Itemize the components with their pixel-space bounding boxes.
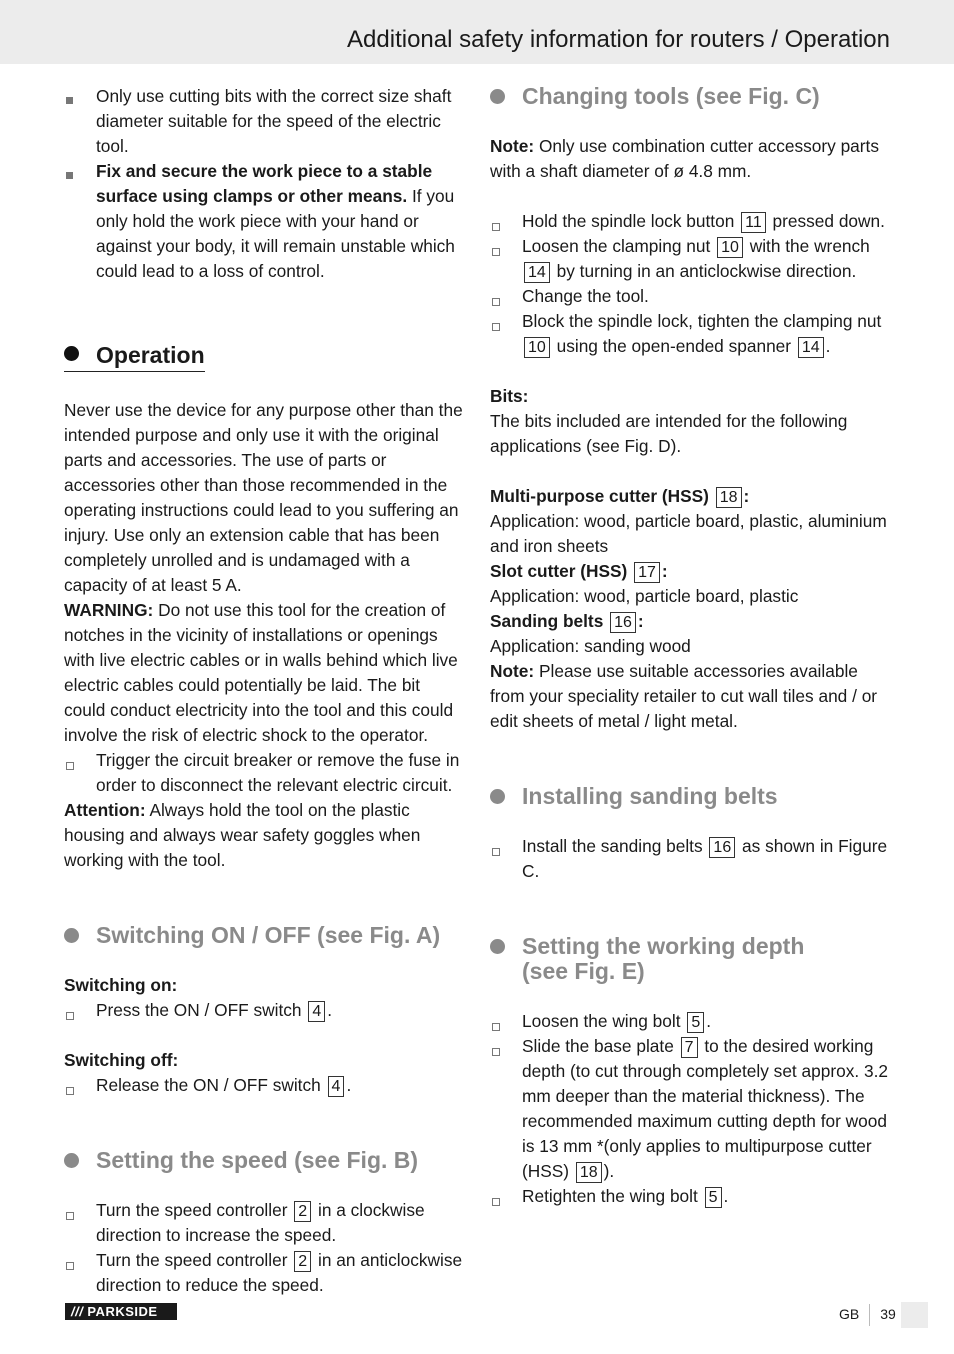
section-heading-depth: Setting the working depth (see Fig. E): [490, 934, 892, 984]
warning-paragraph: WARNING: Do not use this tool for the creation of notches in the vicinity of installations or openings with live electric cables or in walls behind which live electric cables could potentially be laid. The bit could conduct electricity into the tool and this could involve the risk of electric shock to the operator.: [64, 600, 458, 745]
bullet-dot-icon: [64, 928, 79, 943]
bullet-dot-icon: [490, 789, 505, 804]
part-number: 5: [687, 1012, 704, 1033]
list-item: Trigger the circuit breaker or remove the fuse in order to disconnect the relevant electric circuit.: [64, 748, 466, 798]
list-item: Loosen the wing bolt 5 .: [490, 1009, 892, 1034]
checkbox-bullet-icon: [492, 1048, 500, 1056]
bullet-dot-icon: [490, 939, 505, 954]
list-item: Retighten the wing bolt 5 .: [490, 1184, 892, 1209]
list-item: Fix and secure the work piece to a stable surface using clamps or other means. If you only hold the work piece with your hand or against your body, it will remain unstable which could lead to a loss of control.: [64, 159, 466, 284]
slot-cutter-text: Application: wood, particle board, plastic: [490, 586, 799, 606]
multi-cutter-label: Multi-purpose cutter (HSS) 18 :: [490, 486, 750, 506]
section-heading-sanding: Installing sanding belts: [490, 784, 892, 809]
checkbox-bullet-icon: [492, 248, 500, 256]
list-item: Turn the speed controller 2 in an anticlockwise direction to reduce the speed.: [64, 1248, 466, 1298]
part-number: 10: [717, 237, 743, 258]
part-number: 18: [716, 487, 742, 508]
checkbox-bullet-icon: [492, 223, 500, 231]
switching-on-label: Switching on:: [64, 975, 178, 995]
brand-logo: /// PARKSIDE: [65, 1303, 177, 1320]
square-bullet-icon: [66, 172, 73, 179]
checkbox-bullet-icon: [492, 1198, 500, 1206]
checkbox-bullet-icon: [66, 1212, 74, 1220]
page-footer: [839, 1302, 896, 1326]
list-item: Only use cutting bits with the correct size shaft diameter suitable for the speed of the electric tool.: [64, 84, 466, 159]
part-number: 10: [524, 337, 550, 358]
page-title: Additional safety information for routers / Operation: [347, 26, 890, 53]
right-column: [490, 84, 892, 1209]
part-number: 11: [741, 212, 766, 233]
checkbox-bullet-icon: [66, 1262, 74, 1270]
list-item: Turn the speed controller 2 in a clockwise direction to increase the speed.: [64, 1198, 466, 1248]
part-number: 14: [524, 262, 550, 283]
multi-cutter-text: Application: wood, particle board, plastic, aluminium and iron sheets: [490, 511, 887, 556]
bits-label: Bits:: [490, 386, 529, 406]
part-number: 17: [634, 562, 660, 583]
part-number: 2: [294, 1251, 311, 1272]
tools-note: Note: Only use combination cutter accessory parts with a shaft diameter of ø 4.8 mm.: [490, 136, 879, 181]
section-heading-switching: Switching ON / OFF (see Fig. A): [64, 923, 466, 948]
checkbox-bullet-icon: [66, 1087, 74, 1095]
list-item: Install the sanding belts 16 as shown in Figure C.: [490, 834, 892, 884]
list-item: Loosen the clamping nut 10 with the wrench 14 by turning in an anticlockwise direction.: [490, 234, 892, 284]
section-heading-tools: Changing tools (see Fig. C): [490, 84, 892, 109]
part-number: 7: [681, 1037, 698, 1058]
section-heading-operation: Operation: [64, 341, 205, 372]
part-number: 4: [328, 1076, 345, 1097]
part-number: 14: [798, 337, 824, 358]
list-item: Change the tool.: [490, 284, 892, 309]
bullet-dot-icon: [490, 89, 505, 104]
checkbox-bullet-icon: [66, 1012, 74, 1020]
part-number: 5: [705, 1187, 722, 1208]
sanding-belts-text: Application: sanding wood: [490, 636, 691, 656]
bits-note: Note: Please use suitable accessories available from your speciality retailer to cut wall tiles and / or edit sheets of metal / light metal.: [490, 661, 878, 731]
part-number: 16: [610, 612, 636, 633]
footer-tab: [901, 1302, 928, 1328]
slot-cutter-label: Slot cutter (HSS) 17 :: [490, 561, 668, 581]
footer-divider: [869, 1304, 870, 1326]
section-heading-speed: Setting the speed (see Fig. B): [64, 1148, 466, 1173]
bullet-dot-icon: [64, 1153, 79, 1168]
part-number: 2: [294, 1201, 311, 1222]
sanding-belts-label: Sanding belts 16 :: [490, 611, 644, 631]
list-item: Slide the base plate 7 to the desired working depth (to cut through completely set approx. 3.2 mm deeper than the material thickness). The recommended maximum cutting depth for wood is 13 mm *(only applies to multipurpose cutter (HSS) 18 ).: [490, 1034, 892, 1184]
list-item: Block the spindle lock, tighten the clamping nut 10 using the open-ended spanner 14 .: [490, 309, 892, 359]
list-item: Release the ON / OFF switch 4 .: [64, 1073, 466, 1098]
list-item: Hold the spindle lock button 11 pressed down.: [490, 209, 892, 234]
attention-paragraph: Attention: Always hold the tool on the plastic housing and always wear safety goggles when working with the tool.: [64, 800, 421, 870]
checkbox-bullet-icon: [492, 1023, 500, 1031]
part-number: 16: [709, 837, 735, 858]
bits-text: The bits included are intended for the following applications (see Fig. D).: [490, 411, 848, 456]
left-column: [64, 84, 466, 1298]
part-number: 4: [308, 1001, 325, 1022]
operation-paragraph: Never use the device for any purpose other than the intended purpose and only use it with the original parts and accessories. The use of parts or accessories other than those recommended in the operating instructions could lead to you suffering an injury. Use only an extension cable that has been completely unrolled and is undamaged with a capacity of at least 5 A.: [64, 400, 463, 595]
switching-off-label: Switching off:: [64, 1050, 179, 1070]
bullet-dot-icon: [64, 346, 79, 361]
list-item: Press the ON / OFF switch 4 .: [64, 998, 466, 1023]
checkbox-bullet-icon: [492, 323, 500, 331]
part-number: 18: [576, 1162, 602, 1183]
page-number: 39: [880, 1306, 896, 1322]
language-code: GB: [839, 1306, 860, 1322]
checkbox-bullet-icon: [66, 762, 74, 770]
checkbox-bullet-icon: [492, 298, 500, 306]
square-bullet-icon: [66, 97, 73, 104]
checkbox-bullet-icon: [492, 848, 500, 856]
